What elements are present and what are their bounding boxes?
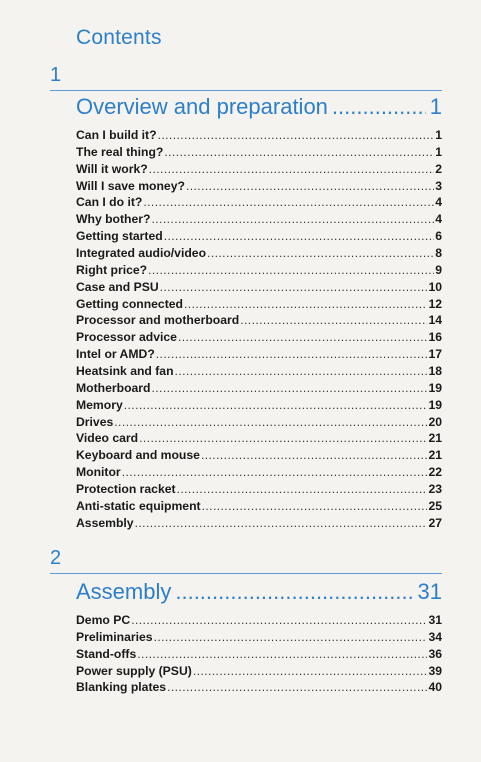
page-title: Contents — [76, 26, 162, 49]
toc-entry-page: 2 — [435, 161, 442, 176]
dot-leader — [207, 246, 434, 260]
chapter-title: Overview and preparation — [76, 94, 328, 119]
toc-entry[interactable] — [76, 195, 442, 212]
chapter-number: 2 — [50, 547, 62, 569]
toc-entry-page: 22 — [428, 465, 442, 480]
chapter-title: Assembly — [76, 579, 172, 604]
dot-leader — [114, 415, 427, 429]
dot-leader — [160, 280, 428, 294]
dot-leader — [143, 195, 434, 209]
chapter-page: 31 — [417, 579, 442, 604]
toc-entry-title: Can I build it? — [76, 128, 157, 142]
toc-entry-title: Anti-static equipment — [76, 498, 201, 513]
toc-entry[interactable] — [76, 212, 442, 229]
toc-entry[interactable] — [76, 263, 442, 280]
toc-entry-page: 4 — [435, 195, 442, 210]
toc-entry[interactable] — [76, 313, 442, 330]
toc-entry[interactable] — [76, 297, 442, 314]
toc-entry-page: 8 — [435, 246, 442, 261]
toc-entry-title: Demo PC — [76, 613, 131, 627]
toc-entry-title: Motherboard — [76, 380, 151, 395]
toc-entry-page: 31 — [428, 613, 442, 627]
toc-entry-page: 36 — [428, 646, 442, 661]
toc-entry-title: Protection racket — [76, 482, 176, 497]
toc-entry-title: Keyboard and mouse — [76, 448, 200, 463]
toc-entry[interactable] — [76, 162, 442, 179]
dot-leader — [164, 229, 435, 243]
dot-leader — [154, 630, 428, 644]
toc-entry-page: 21 — [428, 431, 442, 446]
chapter-heading[interactable] — [76, 579, 442, 605]
dot-leader — [178, 330, 427, 344]
toc-entry-title: Getting started — [76, 229, 163, 244]
toc-entry-title: Can I do it? — [76, 195, 143, 210]
toc-entry-page: 19 — [428, 397, 442, 412]
toc-entry-page: 20 — [428, 414, 442, 429]
toc-entry[interactable] — [76, 482, 442, 499]
dot-leader — [158, 128, 435, 142]
toc-entry-page: 12 — [428, 296, 442, 311]
toc-entry-title: Blanking plates — [76, 680, 167, 695]
dot-leader — [167, 680, 427, 694]
toc-entry-title: Power supply (PSU) — [76, 663, 192, 678]
toc-entry-title: Will I save money? — [76, 178, 185, 193]
toc-entry[interactable] — [76, 664, 442, 681]
toc-entry[interactable] — [76, 613, 442, 630]
chapter-divider — [50, 90, 442, 91]
toc-entry-title: Getting connected — [76, 296, 183, 311]
toc-entry[interactable] — [76, 499, 442, 516]
toc-entry[interactable] — [76, 431, 442, 448]
toc-entry-page: 3 — [435, 178, 442, 193]
toc-entry-title: Will it work? — [76, 161, 148, 176]
chapter-entries — [76, 613, 442, 697]
toc-entry-page: 10 — [428, 279, 442, 294]
dot-leader — [156, 347, 428, 361]
dot-leader — [151, 381, 427, 395]
toc-entry-page: 27 — [428, 515, 442, 530]
toc-entry-title: Why bother? — [76, 212, 151, 227]
chapter-heading[interactable] — [76, 94, 442, 120]
chapter-divider — [50, 573, 442, 574]
dot-leader — [135, 516, 428, 530]
toc-entry[interactable] — [76, 415, 442, 432]
dot-leader — [177, 482, 428, 496]
toc-entry[interactable] — [76, 364, 442, 381]
toc-entry-page: 18 — [428, 364, 442, 379]
toc-entry-title: Assembly — [76, 515, 134, 530]
dot-leader — [122, 465, 428, 479]
toc-entry-page: 34 — [428, 629, 442, 644]
toc-entry-page: 39 — [428, 663, 442, 678]
toc-entry-title: Integrated audio/video — [76, 246, 207, 261]
toc-entry[interactable] — [76, 680, 442, 697]
dot-leader — [202, 499, 428, 513]
toc-entry-page: 4 — [435, 212, 442, 227]
dot-leader — [137, 647, 427, 661]
chapter-page: 1 — [429, 94, 442, 119]
toc-entry[interactable] — [76, 516, 442, 533]
dot-leader — [139, 431, 427, 445]
toc-entry-title: The real thing? — [76, 144, 164, 159]
toc-entry[interactable] — [76, 179, 442, 196]
toc-entry[interactable] — [76, 465, 442, 482]
toc-entry-page: 40 — [428, 680, 442, 695]
dot-leader — [201, 448, 428, 462]
dot-leader — [148, 263, 434, 277]
toc-entry-page: 19 — [428, 380, 442, 395]
toc-entry-title: Stand-offs — [76, 646, 137, 661]
toc-entry-title: Heatsink and fan — [76, 364, 174, 379]
toc-entry[interactable] — [76, 398, 442, 415]
toc-entry-page: 1 — [435, 144, 442, 159]
toc-entry[interactable] — [76, 647, 442, 664]
toc-entry-title: Memory — [76, 397, 123, 412]
toc-entry[interactable] — [76, 280, 442, 297]
toc-entry-title: Processor and motherboard — [76, 313, 240, 328]
toc-entry[interactable] — [76, 246, 442, 263]
toc-entry[interactable] — [76, 330, 442, 347]
toc-entry-title: Processor advice — [76, 330, 177, 345]
dot-leader — [124, 398, 428, 412]
toc-entry[interactable] — [76, 448, 442, 465]
dot-leader — [131, 613, 427, 627]
dot-leader — [151, 212, 434, 226]
toc-entry-title: Case and PSU — [76, 279, 159, 294]
toc-entry-page: 21 — [428, 448, 442, 463]
toc-entry-title: Monitor — [76, 465, 121, 480]
toc-entry-page: 14 — [428, 313, 442, 328]
toc-entry[interactable] — [76, 145, 442, 162]
toc-entry-page: 6 — [435, 229, 442, 244]
toc-entry-page: 25 — [428, 498, 442, 513]
dot-leader — [184, 297, 427, 311]
dot-leader — [175, 364, 428, 378]
dot-leader — [164, 145, 434, 159]
toc-entry-title: Preliminaries — [76, 629, 153, 644]
chapter-entries — [76, 128, 442, 533]
toc-entry-title: Right price? — [76, 262, 148, 277]
dot-leader — [186, 179, 434, 193]
toc-entry-title: Drives — [76, 414, 114, 429]
toc-entry-page: 16 — [428, 330, 442, 345]
dot-leader — [193, 664, 428, 678]
dot-leader — [332, 94, 426, 120]
dot-leader — [149, 162, 435, 176]
toc-entry-title: Video card — [76, 431, 139, 446]
toc-entry-page: 23 — [428, 482, 442, 497]
toc-entry-page: 17 — [428, 347, 442, 362]
toc-entry-page: 1 — [435, 128, 442, 142]
toc-entry[interactable] — [76, 381, 442, 398]
toc-entry-page: 9 — [435, 262, 442, 277]
toc-entry[interactable] — [76, 630, 442, 647]
toc-entry[interactable] — [76, 229, 442, 246]
toc-entry[interactable] — [76, 128, 442, 145]
chapter-number: 1 — [50, 64, 62, 86]
toc-entry[interactable] — [76, 347, 442, 364]
dot-leader — [240, 313, 427, 327]
dot-leader — [175, 579, 413, 605]
toc-entry-title: Intel or AMD? — [76, 347, 155, 362]
